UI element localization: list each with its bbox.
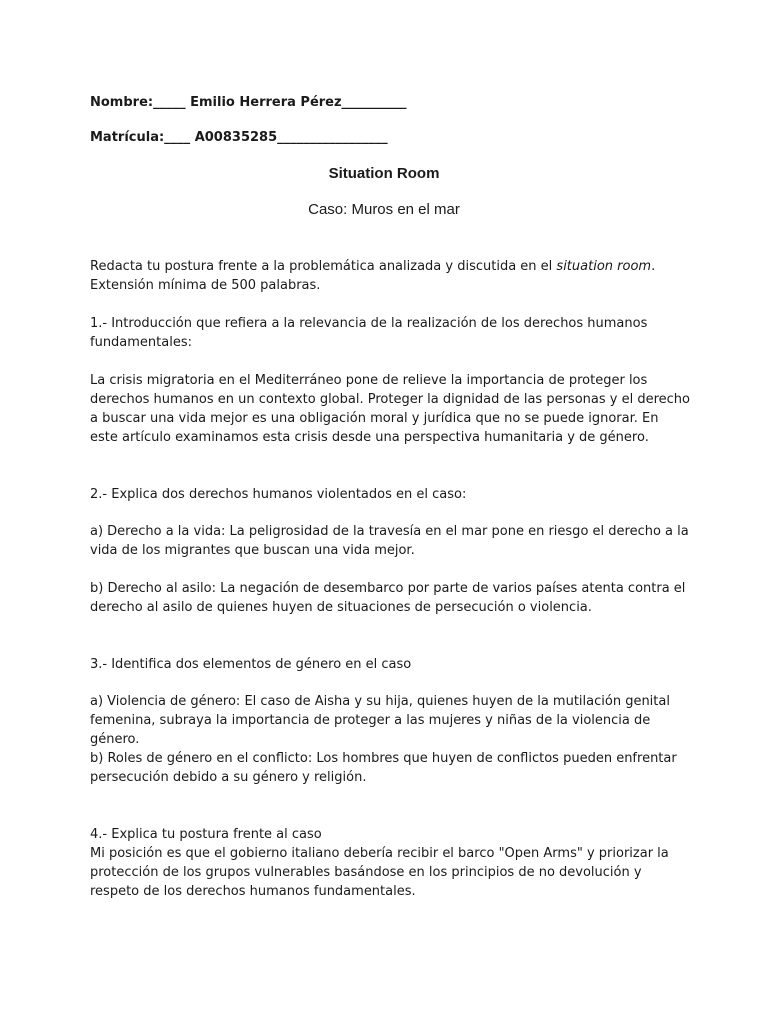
answer-2a: a) Derecho a la vida: La peligrosidad de la travesía en el mar pone en riesgo el derecho a la vida de los migrantes que buscan una vida mejor. (90, 524, 689, 558)
instructions-emphasis: situation room (556, 259, 652, 274)
question-3: 3.- Identifica dos elementos de género en el caso (90, 657, 412, 672)
student-id-line: Matrícula:____ A00835285_________________ (90, 130, 388, 145)
student-name-line: Nombre:_____ Emilio Herrera Pérez__________ (90, 95, 407, 110)
answer-3b: b) Roles de género en el conflicto: Los hombres que huyen de conflictos pueden enfrentar persecución debido a su género y religión. (90, 751, 677, 785)
instructions-paragraph (90, 257, 690, 295)
question-4: 4.- Explica tu postura frente al caso (90, 827, 322, 842)
document-subtitle: Caso: Muros en el mar (308, 201, 460, 218)
answer-4: Mi posición es que el gobierno italiano debería recibir el barco "Open Arms" y priorizar la protección de los grupos vulnerables basándose en los principios de no devolución y respeto de los derechos humanos fundamentales. (90, 846, 669, 899)
instructions-prefix: Redacta tu postura frente a la problemática analizada y discutida en el (90, 259, 557, 274)
question-1: 1.- Introducción que refiera a la relevancia de la realización de los derechos humanos fundamentales: (90, 316, 648, 350)
answer-1: La crisis migratoria en el Mediterráneo pone de relieve la importancia de proteger los derechos humanos en un contexto global. Proteger la dignidad de las personas y el derecho a buscar una vida mejor es una obligación moral y jurídica que no se puede ignorar. En este artículo examinamos esta crisis desde una perspectiva humanitaria y de género. (90, 373, 690, 445)
answer-2b: b) Derecho al asilo: La negación de desembarco por parte de varios países atenta contra el derecho al asilo de quienes huyen de situaciones de persecución o violencia. (90, 581, 686, 615)
answer-3a: a) Violencia de género: El caso de Aisha y su hija, quienes huyen de la mutilación genital femenina, subraya la importancia de proteger a las mujeres y niñas de la violencia de género. (90, 694, 670, 747)
question-2: 2.- Explica dos derechos humanos violentados en el caso: (90, 487, 467, 502)
instructions-suffix: . Extensión mínima de 500 palabras. (90, 259, 656, 293)
document-title: Situation Room (328, 165, 440, 182)
